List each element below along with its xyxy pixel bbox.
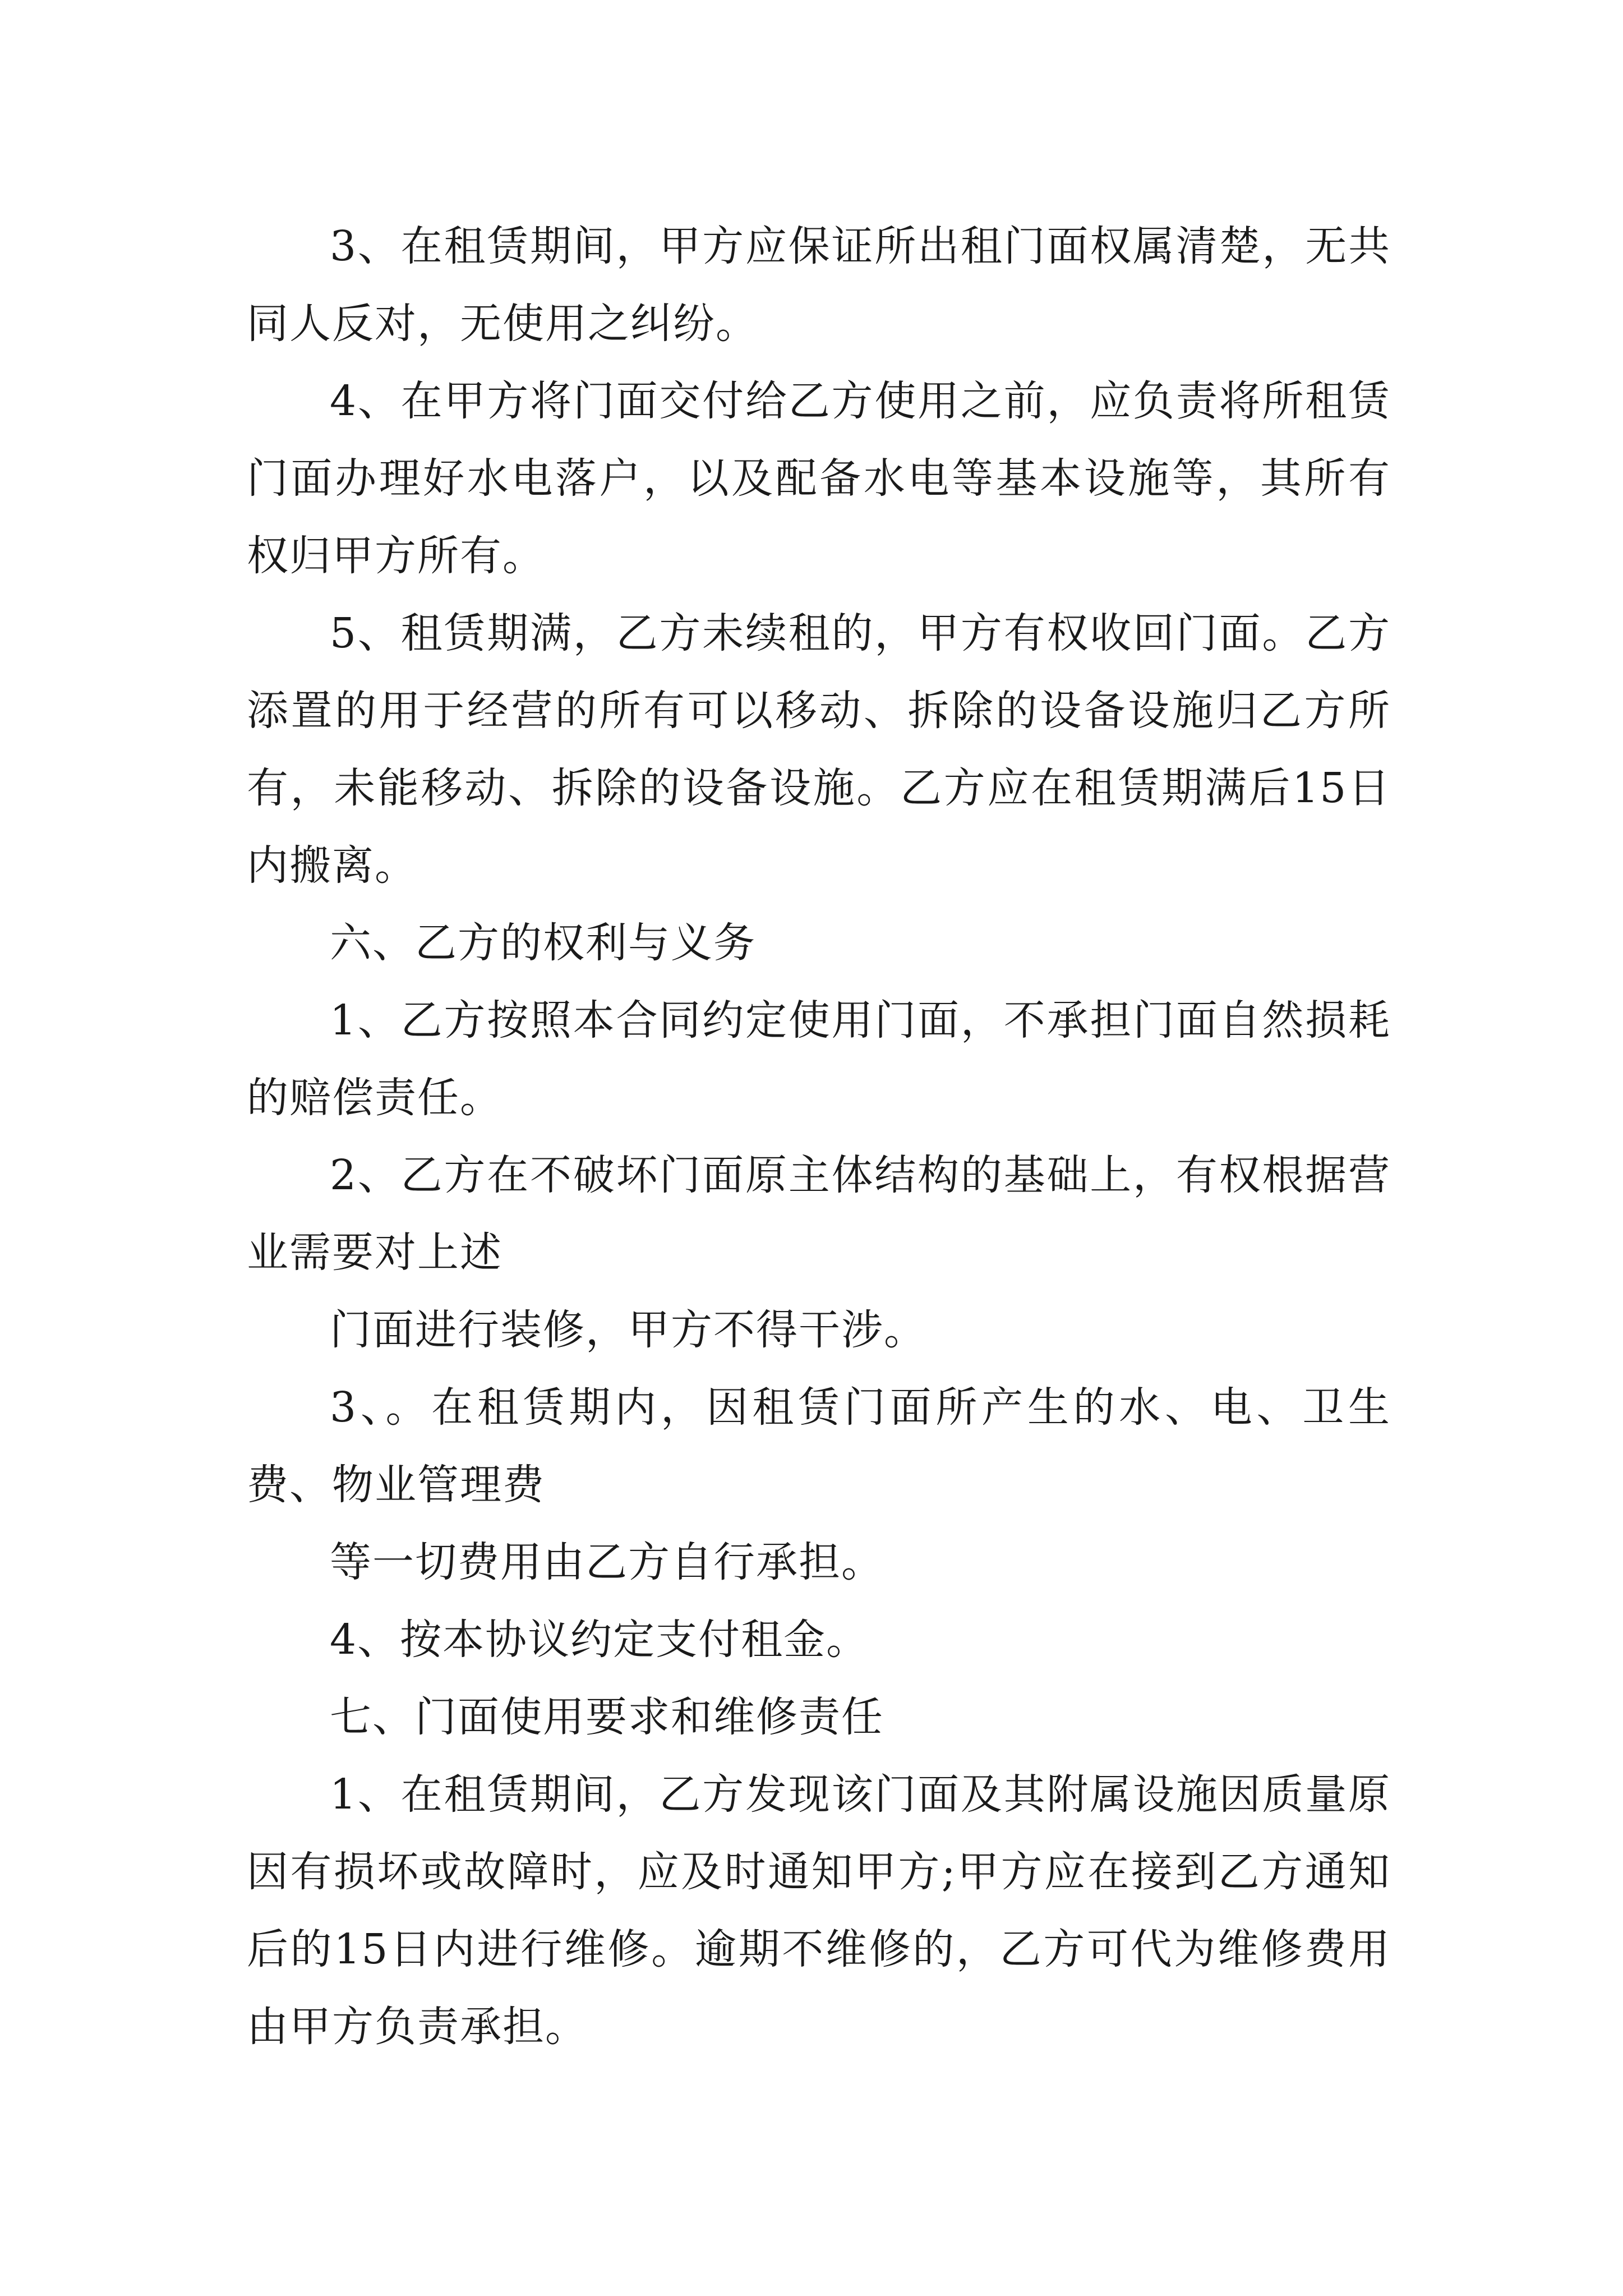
paragraph-six-2-cont: 门面进行装修，甲方不得干涉。	[330, 1306, 926, 1354]
paragraph-six-4: 4、按本协议约定支付租金。	[330, 1616, 869, 1664]
paragraph-clause-3: 3、在租赁期间，甲方应保证所出租门面权属清楚，无共同人反对，无使用之纠纷。	[247, 222, 1391, 348]
section-heading-six: 六、乙方的权利与义务	[330, 919, 756, 967]
section-heading-seven: 七、门面使用要求和维修责任	[330, 1693, 884, 1741]
paragraph-six-3-cont: 等一切费用由乙方自行承担。	[330, 1538, 884, 1586]
paragraph-six-1: 1、乙方按照本合同约定使用门面，不承担门面自然损耗的赔偿责任。	[247, 996, 1391, 1122]
paragraph-seven-1: 1、在租赁期间，乙方发现该门面及其附属设施因质量原因有损坏或故障时，应及时通知甲方;甲方应在接到乙方通知后的15日内进行维修。逾期不维修的，乙方可代为维修费用由甲方负责承担。	[247, 1770, 1391, 2051]
paragraph-six-2: 2、乙方在不破坏门面原主体结构的基础上，有权根据营业需要对上述	[247, 1151, 1391, 1277]
paragraph-six-3: 3、。在租赁期内，因租赁门面所产生的水、电、卫生费、物业管理费	[247, 1383, 1391, 1509]
document-body	[247, 208, 1391, 2065]
paragraph-clause-4: 4、在甲方将门面交付给乙方使用之前，应负责将所租赁门面办理好水电落户，以及配备水电等基本设施等，其所有权归甲方所有。	[247, 377, 1391, 580]
paragraph-clause-5: 5、租赁期满，乙方未续租的，甲方有权收回门面。乙方添置的用于经营的所有可以移动、拆除的设备设施归乙方所有，未能移动、拆除的设备设施。乙方应在租赁期满后15日内搬离。	[247, 609, 1391, 890]
